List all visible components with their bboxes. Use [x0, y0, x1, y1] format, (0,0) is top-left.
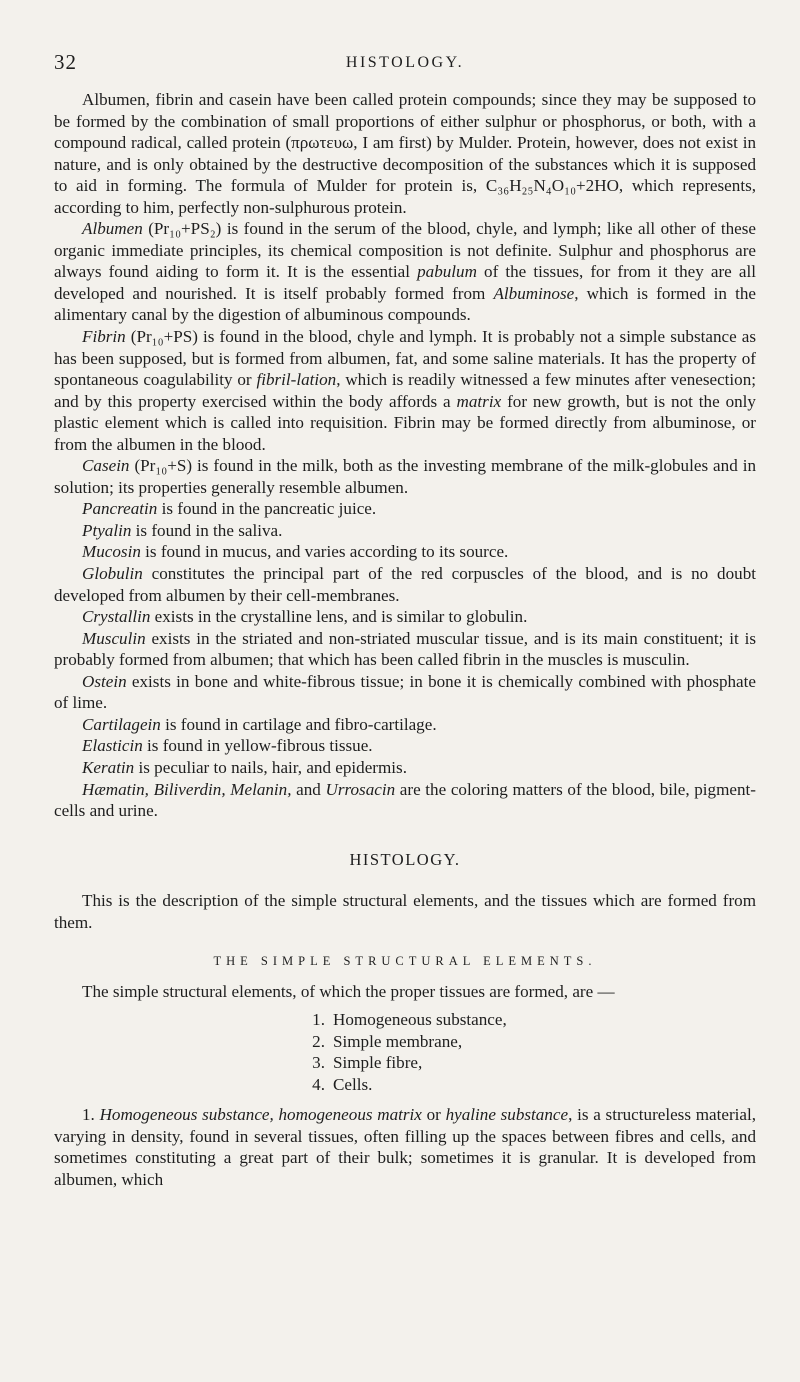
page-number: 32 [54, 50, 77, 74]
term-hyaline-substance: hyaline substance [445, 1105, 569, 1125]
running-head: HISTOLOGY. [345, 54, 465, 71]
elements-list [301, 1009, 756, 1095]
cartilagein-text: is found in cartilage and fibro-cartilage. [160, 714, 437, 734]
list-item-label: Simple membrane, [333, 1031, 463, 1051]
term-mucosin: Mucosin [82, 542, 141, 562]
list-item [301, 1052, 756, 1074]
paragraph-fibrin [54, 326, 756, 455]
list-item [301, 1009, 756, 1031]
paragraph-mucosin [54, 541, 756, 563]
homogeneous-text: , is a structureless material, varying in density, found in several tissues, often filling up the spaces between fibres and cells, and sometimes constituting a great part of their bulk; sometimes it is granular. It is developed from albumen, which [54, 1105, 756, 1189]
homogeneous-or: or [421, 1105, 446, 1125]
globulin-text: constitutes the principal part of the red corpuscles of the blood, and is no doubt developed from albumen by their cell-membranes. [54, 564, 756, 605]
paragraph-histology-intro: This is the description of the simple structural elements, and the tissues which are formed from them. [54, 891, 756, 932]
list-item-number: 1. [312, 1010, 325, 1030]
crystallin-text: exists in the crystalline lens, and is similar to globulin. [150, 607, 528, 627]
term-ptyalin: Ptyalin [82, 520, 132, 540]
list-item-label: Simple fibre, [333, 1053, 423, 1073]
paragraph-casein [54, 455, 756, 498]
term-haematin: Hæmatin, Biliverdin, Melanin, [82, 779, 292, 799]
haematin-text: are the coloring matters of the blood, bile, pigment-cells and urine. [54, 779, 756, 821]
paragraph-ostein [54, 671, 756, 714]
list-item-label: Cells. [333, 1074, 373, 1094]
term-fibrillation: fibril-lation [256, 370, 337, 390]
haematin-and: and [291, 779, 326, 799]
keratin-text: is peculiar to nails, hair, and epidermis. [134, 757, 407, 777]
paragraph-ptyalin [54, 520, 756, 542]
homogeneous-number: 1. [82, 1105, 95, 1125]
ostein-text: exists in bone and white-fibrous tissue; in bone it is chemically combined with phosphate of lime. [54, 671, 756, 713]
list-item-number: 2. [312, 1031, 325, 1051]
paragraph-albumen [54, 218, 756, 326]
list-item-number: 4. [312, 1074, 325, 1094]
term-elasticin: Elasticin [82, 736, 143, 756]
fibrin-text-2: , which is readily witnessed a few minutes after venesection; and by this property exercised within the body affords a [54, 370, 756, 411]
page-header [54, 50, 756, 80]
list-item-number: 3. [312, 1053, 325, 1073]
casein-text: (Pr₁₀+S) is found in the milk, both as the investing membrane of the milk-globules and in solution; its properties generally resemble albumen. [54, 456, 756, 497]
paragraph-simple-elements-intro: The simple structural elements, of which the proper tissues are formed, are — [82, 981, 615, 1001]
paragraph-musculin [54, 628, 756, 671]
fibrin-text-1: (Pr₁₀+PS) is found in the blood, chyle and lymph. It is probably not a simple substance as has been supposed, but is formed from albumen, fat, and some saline materials. It has the property of spontaneous coagulability or [54, 327, 756, 390]
paragraph-protein-compounds: Albumen, fibrin and casein have been called protein compounds; since they may be supposed to be formed by the combination of small proportions of either sulphur or phosphorus, or both, with a compound radical, called protein (πρωτευω, I am first) by Mulder. Protein, however, does not exist in nature, and is only obtained by the destructive decomposition of the substances which it is supposed to aid in forming. The formula of Mulder for protein is, C₃₆H₂₅N₄O₁₀+2HO, which represents, according to him, perfectly non-sulphurous protein. [54, 90, 756, 217]
albumen-text-3: , which is formed in the alimentary canal by the digestion of albuminous compounds. [54, 283, 756, 325]
term-fibrin: Fibrin [82, 327, 126, 347]
paragraph-pancreatin [54, 498, 756, 520]
term-urrosacin: Urrosacin [325, 779, 396, 799]
mucosin-text: is found in mucus, and varies according to its source. [140, 542, 509, 562]
term-pabulum: pabulum [417, 262, 477, 282]
elasticin-text: is found in yellow-fibrous tissue. [142, 736, 373, 756]
term-crystallin: Crystallin [82, 607, 151, 627]
paragraph-elasticin [54, 735, 756, 757]
term-homogeneous-substance: Homogeneous substance, homogeneous matrix [99, 1105, 422, 1125]
musculin-text: exists in the striated and non-striated muscular tissue, and is its main constituent; it is probably formed from albumen; that which has been called fibrin in the muscles is musculin. [54, 628, 756, 670]
ptyalin-text: is found in the saliva. [131, 520, 283, 540]
term-casein: Casein [82, 456, 130, 476]
list-item-label: Homogeneous substance, [333, 1010, 507, 1030]
fibrin-text-3: for new growth, but is not the only plastic element which is called into requisition. Fibrin may be formed directly from albuminose, or from the albumen in the blood. [54, 391, 756, 454]
pancreatin-text: is found in the pancreatic juice. [157, 499, 377, 519]
paragraph-coloring-matters [54, 779, 756, 822]
paragraph-crystallin [54, 606, 756, 628]
body-text [54, 89, 756, 1191]
list-item [301, 1074, 756, 1096]
paragraph-keratin [54, 757, 756, 779]
term-ostein: Ostein [82, 671, 127, 691]
section-title-histology: HISTOLOGY. [349, 849, 461, 869]
albumen-text-1: (Pr₁₀+PS₂) is found in the serum of the blood, chyle, and lymph; like all other of these organic immediate principles, its chemical composition is not definite. Sulphur and phosphorus are always found aiding to form it. It is the essential [54, 219, 756, 282]
subsection-title-simple-elements: THE SIMPLE STRUCTURAL ELEMENTS. [213, 954, 597, 969]
term-keratin: Keratin [82, 757, 135, 777]
term-albuminose: Albuminose [493, 283, 575, 303]
term-cartilagein: Cartilagein [82, 714, 161, 734]
paragraph-homogeneous-substance [54, 1104, 756, 1190]
paragraph-globulin [54, 563, 756, 606]
paragraph-cartilagein [54, 714, 756, 736]
albumen-text-2: of the tissues, for from it they are all developed and nourished. It is itself probably formed from [54, 262, 756, 303]
term-matrix: matrix [456, 391, 502, 411]
list-item [301, 1031, 756, 1053]
term-albumen: Albumen [82, 219, 143, 239]
term-musculin: Musculin [82, 628, 146, 648]
term-pancreatin: Pancreatin [82, 499, 158, 519]
term-globulin: Globulin [82, 564, 143, 584]
